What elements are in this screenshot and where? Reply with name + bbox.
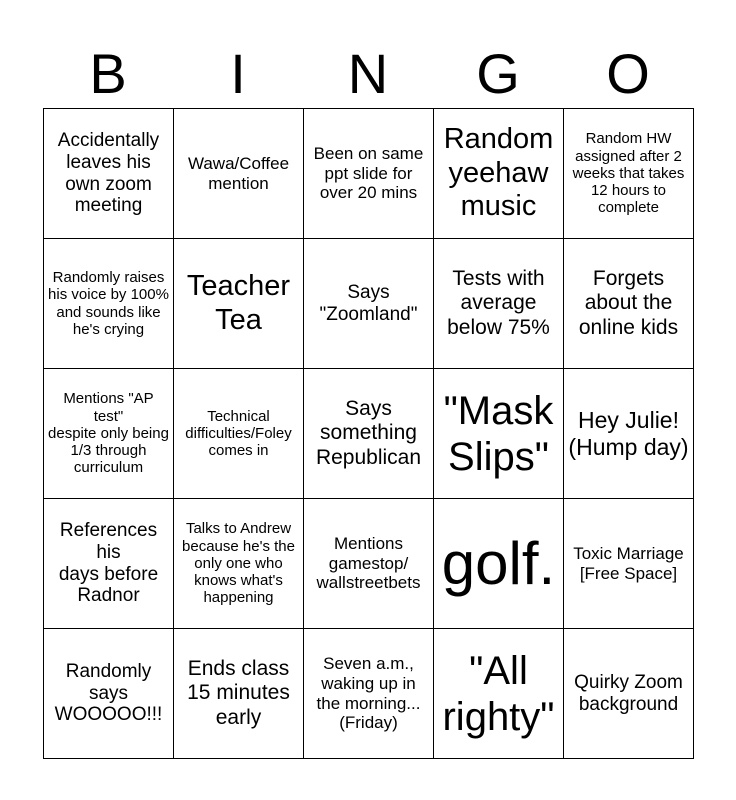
header-letter-o: O	[606, 42, 650, 105]
bingo-row	[44, 239, 694, 369]
bingo-cell[interactable]: Randomly says WOOOOO!!!	[44, 629, 174, 759]
bingo-cell[interactable]: References his days before Radnor	[44, 499, 174, 629]
bingo-row	[44, 109, 694, 239]
header-letter-b: B	[89, 42, 127, 105]
bingo-cell[interactable]: Seven a.m., waking up in the morning... (Friday)	[304, 629, 434, 759]
bingo-cell[interactable]: Says "Zoomland"	[304, 239, 434, 369]
bingo-cell[interactable]: Mentions "AP test" despite only being 1/3 through curriculum	[44, 369, 174, 499]
bingo-row	[44, 369, 694, 499]
header-letter-g: G	[476, 42, 520, 105]
bingo-cell[interactable]: Says something Republican	[304, 369, 434, 499]
bingo-cell[interactable]: Ends class 15 minutes early	[174, 629, 304, 759]
bingo-cell[interactable]: "All righty"	[434, 629, 564, 759]
bingo-cell[interactable]: golf.	[434, 499, 564, 629]
bingo-cell[interactable]: Wawa/Coffee mention	[174, 109, 304, 239]
bingo-cell[interactable]: Hey Julie! (Hump day)	[564, 369, 694, 499]
bingo-cell[interactable]: Random yeehaw music	[434, 109, 564, 239]
bingo-cell[interactable]: Toxic Marriage [Free Space]	[564, 499, 694, 629]
bingo-cell[interactable]: Quirky Zoom background	[564, 629, 694, 759]
bingo-cell[interactable]: Randomly raises his voice by 100% and sounds like he's crying	[44, 239, 174, 369]
bingo-cell[interactable]: "Mask Slips"	[434, 369, 564, 499]
bingo-cell[interactable]: Technical difficulties/Foley comes in	[174, 369, 304, 499]
header-letter-i: I	[230, 42, 246, 105]
bingo-cell[interactable]: Teacher Tea	[174, 239, 304, 369]
bingo-row	[44, 629, 694, 759]
bingo-cell[interactable]: Accidentally leaves his own zoom meeting	[44, 109, 174, 239]
bingo-cell[interactable]: Forgets about the online kids	[564, 239, 694, 369]
bingo-cell[interactable]: Talks to Andrew because he's the only one who knows what's happening	[174, 499, 304, 629]
bingo-cell[interactable]: Been on same ppt slide for over 20 mins	[304, 109, 434, 239]
bingo-header	[43, 40, 693, 108]
header-letter-n: N	[347, 42, 389, 105]
bingo-cell[interactable]: Mentions gamestop/ wallstreetbets	[304, 499, 434, 629]
bingo-cell[interactable]: Random HW assigned after 2 weeks that takes 12 hours to complete	[564, 109, 694, 239]
bingo-row	[44, 499, 694, 629]
bingo-cell[interactable]: Tests with average below 75%	[434, 239, 564, 369]
bingo-grid	[43, 108, 694, 759]
